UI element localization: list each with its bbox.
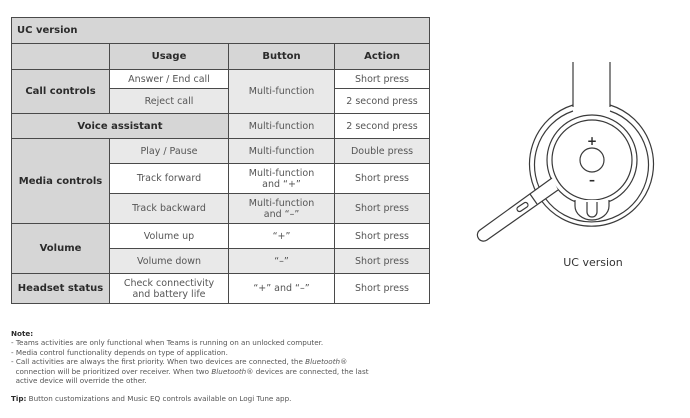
- category-media-controls: Media controls: [12, 139, 110, 224]
- note-item: - Call activities are always the first priority. When two devices are connected, the Bluetooth®: [11, 357, 348, 367]
- button-cell: Multi-function: [229, 114, 335, 139]
- usage-cell: Volume down: [110, 249, 229, 274]
- category-volume: Volume: [12, 224, 110, 274]
- illustration-caption: UC version: [563, 256, 623, 269]
- table-row: [12, 139, 430, 164]
- notes-section: [11, 329, 451, 404]
- tip-text: Button customizations and Music EQ controls available on Logi Tune app.: [26, 394, 292, 404]
- category-headset-status: Headset status: [12, 274, 110, 304]
- usage-cell: Volume up: [110, 224, 229, 249]
- button-cell: Multi-function: [229, 139, 335, 164]
- headband-icon: [573, 62, 610, 107]
- usage-cell: Check connectivity and battery life: [110, 274, 229, 304]
- table-row: [12, 274, 430, 304]
- action-cell: Short press: [335, 70, 430, 89]
- category-voice-assistant: Voice assistant: [12, 114, 229, 139]
- table-title: UC version: [12, 18, 430, 44]
- note-item: connection will be prioritized over receiver. When two Bluetooth® devices are connected, the last: [11, 366, 369, 376]
- action-cell: Double press: [335, 139, 430, 164]
- action-cell: Short press: [335, 224, 430, 249]
- usage-cell: Track backward: [110, 194, 229, 224]
- uc-version-controls-table: [11, 17, 430, 304]
- action-cell: 2 second press: [335, 89, 430, 114]
- usage-cell: Track forward: [110, 164, 229, 194]
- category-call-controls: Call controls: [12, 70, 110, 114]
- button-cell: Multi-function and “+”: [229, 164, 335, 194]
- usage-cell: Play / Pause: [110, 139, 229, 164]
- table-row: [12, 224, 430, 249]
- button-cell: “+”: [229, 224, 335, 249]
- action-cell: 2 second press: [335, 114, 430, 139]
- plus-icon: +: [586, 134, 598, 148]
- minus-icon: –: [589, 173, 595, 187]
- action-cell: Short press: [335, 164, 430, 194]
- action-cell: Short press: [335, 249, 430, 274]
- note-item: - Media control functionality depends on type of application.: [11, 347, 228, 357]
- header-blank: [12, 44, 110, 70]
- action-cell: Short press: [335, 274, 430, 304]
- note-item: - Teams activities are only functional when Teams is running on an unlocked computer.: [11, 338, 324, 348]
- tip-label: Tip:: [11, 394, 27, 404]
- button-cell: Multi-function: [229, 70, 335, 114]
- usage-cell: Answer / End call: [110, 70, 229, 89]
- button-cell: “–”: [229, 249, 335, 274]
- note-item: active device will override the other.: [11, 376, 147, 386]
- button-cell: “+” and “–”: [229, 274, 335, 304]
- header-action: Action: [335, 44, 430, 70]
- headset-illustration: [450, 50, 680, 250]
- action-cell: Short press: [335, 194, 430, 224]
- button-cell: Multi-function and “–”: [229, 194, 335, 224]
- usage-cell: Reject call: [110, 89, 229, 114]
- multi-function-button-icon: [580, 148, 604, 172]
- bottom-tab-icon: [575, 200, 609, 220]
- microphone-boom-icon: [477, 178, 558, 241]
- header-usage: Usage: [110, 44, 229, 70]
- header-button: Button: [229, 44, 335, 70]
- table-row: [12, 114, 430, 139]
- table-row: [12, 70, 430, 89]
- note-label: Note:: [11, 329, 34, 338]
- tip-line: [11, 394, 451, 403]
